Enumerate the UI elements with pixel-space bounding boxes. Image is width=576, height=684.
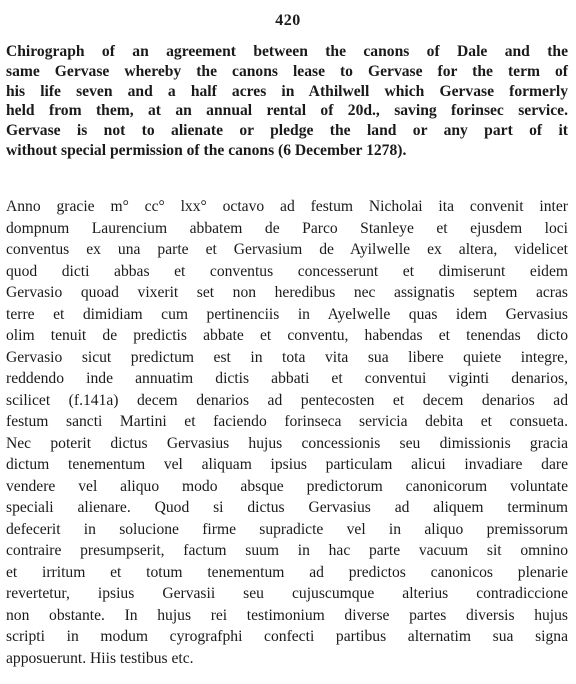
body-line: dictum tenementum vel aliquam ipsius particulam alicui invadiare dare (6, 456, 568, 473)
summary-line: same Gervase whereby the canons lease to Gervase for the term of (6, 62, 568, 80)
charter-text (6, 196, 568, 669)
body-line: revertetur, ipsius Gervasii seu cujuscumque alterius contradiccione (6, 585, 568, 602)
body-line: scilicet (f.141a) decem denarios ad pentecosten et decem denarios ad (6, 391, 568, 409)
body-line: Anno gracie m° cc° lxx° octavo ad festum Nicholai ita convenit inter (6, 198, 568, 215)
summary-line: his life seven and a half acres in Athilwell which Gervase formerly (6, 82, 568, 100)
summary-line: Chirograph of an agreement between the canons of Dale and the (6, 43, 568, 60)
body-line: quod dicti abbas et conventus concesserunt et dimiserunt eidem (6, 262, 568, 280)
body-line: contraire presumpserit, factum suum in hac parte vacuum sit omnino (6, 542, 568, 559)
body-line: reddendo inde annuatim dictis abbati et conventui viginti denarios, (6, 370, 568, 387)
body-line: olim tenuit de predictis abbate et conventu, habendas et tenendas dicto (6, 327, 568, 344)
body-line: Gervasio sicut predictum est in tota vita sua libere quiete integre, (6, 348, 568, 366)
summary-line: held from them, at an annual rental of 20d., saving forinsec service. (6, 102, 568, 120)
summary-line: Gervase is not to alienate or pledge the land or any part of it (6, 122, 568, 140)
page-number: 420 (275, 12, 301, 29)
body-line: defecerit in solucione firme supradicte vel in aliquo premissorum (6, 520, 568, 538)
body-line: Nec poterit dictus Gervasius hujus concessionis seu dimissionis gracia (6, 434, 568, 452)
body-line: et irritum et totum tenementum ad predictos canonicos plenarie (6, 563, 568, 581)
document-summary (6, 42, 568, 161)
body-line: vendere vel aliquo modo absque predictorum canonicorum voluntate (6, 477, 568, 495)
body-line: conventus ex una parte et Gervasium de Ayilwelle ex altera, videlicet (6, 241, 568, 258)
body-line: Gervasio quoad vixerit set non heredibus nec assignatis septem acras (6, 284, 568, 301)
body-line: festum sancti Martini et faciendo forinseca servicia debita et consueta. (6, 413, 568, 430)
body-line: terre et dimidiam cum pertinenciis in Ayelwelle quas idem Gervasius (6, 305, 568, 323)
body-line: apposuerunt. Hiis testibus etc. (6, 649, 194, 667)
body-line: speciali alienare. Quod si dictus Gervasius ad aliquem terminum (6, 499, 568, 516)
body-line: scripti in modum cyrografphi confecti partibus alternatim sua signa (6, 628, 568, 645)
summary-line: without special permission of the canons (6 December 1278). (6, 141, 407, 159)
body-line: non obstante. In hujus rei testimonium diverse partes diversis hujus (6, 606, 568, 624)
body-line: dompnum Laurencium abbatem de Parco Stanleye et ejusdem loci (6, 219, 568, 237)
